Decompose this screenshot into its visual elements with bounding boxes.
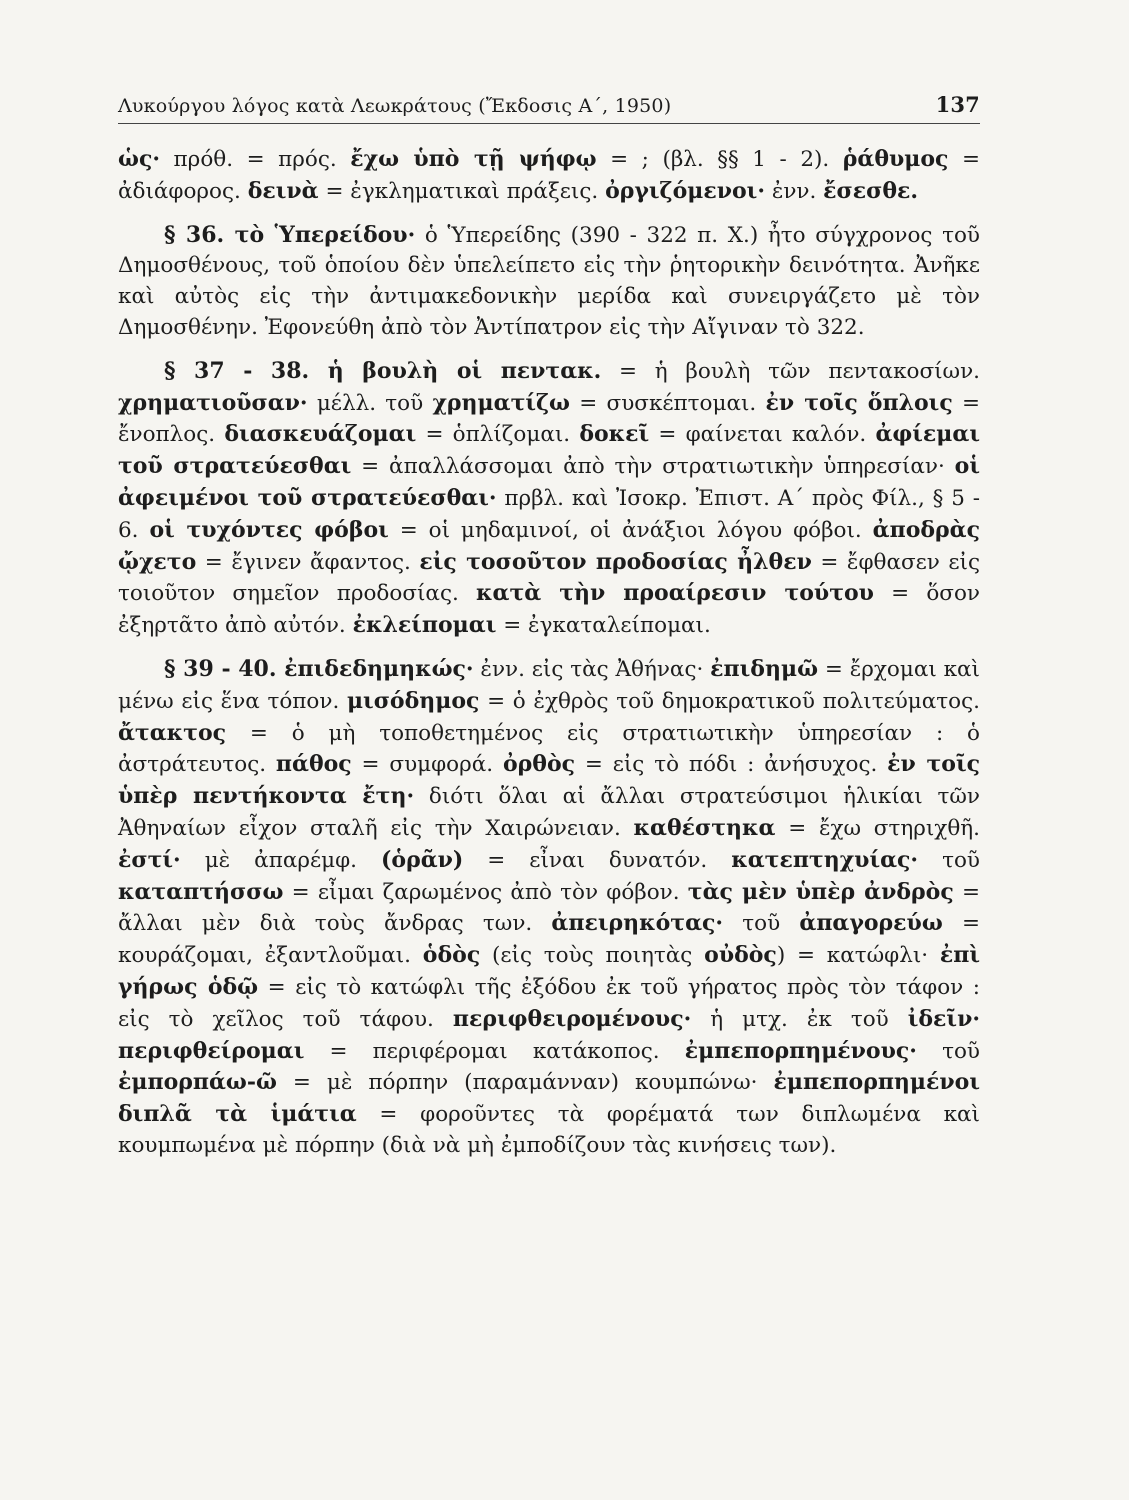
lemma: ἔχω ὑπὸ τῇ ψήφῳ: [350, 146, 597, 172]
lemma: διασκευάζομαι: [224, 421, 417, 448]
running-title: Λυκούργου λόγος κατὰ Λεωκράτους (Ἔκδοσις Α΄, 1950): [118, 95, 672, 117]
lemma: ἰδεῖν·: [907, 1005, 980, 1032]
gloss: = κουράζομαι, ἐξαντλοῦμαι.: [118, 911, 980, 969]
lemma: οἱ ἀφειμένοι τοῦ στρατεύεσθαι·: [118, 453, 980, 511]
lemma: ὁδὸς: [422, 942, 481, 969]
lemma: ὀργιζόμενοι·: [605, 177, 765, 204]
lemma: ἐστί·: [118, 846, 181, 873]
lemma: καταπτήσσω: [118, 878, 284, 905]
lemma: καθέστηκα: [633, 814, 776, 841]
lemma: δοκεῖ: [579, 421, 650, 448]
lemma: (ὁρᾶν): [380, 846, 464, 873]
gloss: = ἔγινεν ἄφαντος.: [196, 549, 420, 575]
gloss: = ὁ μὴ τοποθετημένος εἰς στρατιωτικὴν ὑπηρεσίαν : ὁ ἀστράτευτος.: [118, 720, 980, 778]
lemma: § 36. τὸ Ὑπερείδου·: [164, 221, 416, 248]
lemma: δεινὰ: [247, 177, 319, 204]
lemma: ἀφίεμαι τοῦ στρατεύεσθαι: [118, 421, 980, 480]
lemma: χρηματίζω: [432, 389, 571, 416]
paragraph: [118, 144, 980, 208]
lemma: ὀρθὸς: [502, 751, 576, 778]
gloss: = ὁ ἐχθρὸς τοῦ δημοκρατικοῦ πολιτεύματος.: [479, 688, 981, 714]
lemma: ἐν τοῖς ὅπλοις: [765, 389, 953, 416]
lemma: οἱ τυχόντες φόβοι: [149, 516, 389, 543]
lemma: ἐμπεπορπημένους·: [684, 1037, 917, 1064]
gloss: ἐνν. εἰς τὰς Ἀθήνας·: [473, 656, 711, 682]
lemma: εἰς τοσοῦτον προδοσίας ἦλθεν: [419, 548, 812, 575]
gloss: ὁ Ὑπερείδης (390 - 322 π. Χ.) ἦτο σύγχρονος τοῦ Δημοσθένους, τοῦ ὁποίου δὲν ὑπελείπετο εἰς τὴν ῥητορικὴν δεινότητα. Ἀνῆκε καὶ αὐτὸς εἰς τὴν ἀντιμακεδονικὴν μερίδα καὶ συνειργάζετο μὲ τὸν Δημοσθένην. Ἐφονεύθη ἀπὸ τὸν Ἀντίπατρον εἰς τὴν Αἴγιναν τὸ 322.: [118, 222, 980, 340]
commentary-text: [118, 144, 980, 1162]
gloss: = ὁπλίζομαι.: [416, 422, 580, 448]
gloss: τοῦ: [918, 847, 980, 873]
lemma: ὡς·: [118, 146, 161, 172]
lemma: τὰς μὲν ὑπὲρ ἀνδρὸς: [687, 878, 954, 905]
gloss: = ἔφθασεν εἰς τοιοῦτον σημεῖον προδοσίας.: [118, 549, 980, 607]
gloss: ἡ μτχ. ἐκ τοῦ: [691, 1006, 908, 1032]
gloss: = συσκέπτομαι.: [570, 390, 766, 416]
lemma: μισόδημος: [346, 687, 480, 714]
gloss: πρβλ. καὶ Ἰσοκρ. Ἐπιστ. Α΄ πρὸς Φίλ., § 5 - 6.: [118, 485, 980, 543]
gloss: = ὅσον ἐξηρτᾶτο ἀπὸ αὐτόν.: [118, 581, 980, 639]
gloss: = ἐγκληματικαὶ πράξεις.: [318, 178, 606, 204]
gloss: = ἀδιάφορος.: [118, 147, 980, 204]
lemma: ἐπιδημῶ: [710, 655, 819, 682]
gloss: ἐνν.: [764, 178, 824, 204]
lemma: περιφθειρομένους·: [452, 1005, 692, 1032]
gloss: = ἔχω στηριχθῆ.: [775, 815, 980, 841]
gloss: = ἔνοπλος.: [118, 390, 980, 448]
lemma: κατὰ τὴν προαίρεσιν τούτου: [476, 580, 874, 607]
gloss: = ἀπαλλάσσομαι ἀπὸ τὴν στρατιωτικὴν ὑπηρεσίαν·: [351, 454, 955, 480]
gloss: = περιφέρομαι κατάκοπος.: [304, 1038, 685, 1064]
lemma: ἀποδρὰς ᾤχετο: [118, 516, 981, 575]
gloss: = φοροῦντες τὰ φορέματά των διπλωμένα καὶ κουμπωμένα μὲ πόρπην (διὰ νὰ μὴ ἐμποδίζουν τὰς κινήσεις των).: [118, 1102, 980, 1158]
page-number: 137: [935, 92, 980, 117]
lemma: ἐμπορπάω-ῶ: [118, 1069, 277, 1096]
gloss: τοῦ: [723, 911, 800, 937]
lemma: ἐκλείπομαι: [352, 612, 497, 639]
lemma: ἐπὶ γήρως ὁδῷ: [118, 942, 981, 1000]
gloss: = ἐγκαταλείπομαι.: [496, 613, 711, 639]
lemma: ἀπειρηκότας·: [551, 910, 724, 937]
gloss: = εἰς τὸ κατώφλι τῆς ἐξόδου ἐκ τοῦ γήρατος πρὸς τὸν τάφον : εἰς τὸ χεῖλος τοῦ τάφου.: [118, 974, 980, 1032]
book-page: [118, 92, 980, 1162]
gloss: διότι ὅλαι αἱ ἄλλαι στρατεύσιμοι ἡλικίαι τῶν Ἀθηναίων εἶχον σταλῆ εἰς τὴν Χαιρώνειαν.: [118, 784, 980, 841]
lemma: κατεπτηχυίας·: [731, 846, 919, 873]
gloss: μὲ ἀπαρέμφ.: [180, 847, 381, 873]
gloss: ) = κατώφλι·: [776, 943, 940, 969]
gloss: = φαίνεται καλόν.: [649, 422, 876, 448]
gloss: τοῦ: [916, 1038, 981, 1064]
lemma: ἄτακτος: [118, 719, 227, 746]
lemma: ἐμπεπορπημένοι διπλᾶ τὰ ἱμάτια: [118, 1069, 980, 1128]
running-head: [118, 92, 980, 124]
gloss: = ἡ βουλὴ τῶν πεντακοσίων.: [601, 358, 980, 384]
gloss: = οἱ μηδαμινοί, οἱ ἀνάξιοι λόγου φόβοι.: [388, 517, 873, 543]
gloss: = εἶμαι ζαρωμένος ἀπὸ τὸν φόβον.: [283, 879, 688, 905]
gloss: = εἶναι δυνατόν.: [463, 847, 732, 873]
lemma: περιφθείρομαι: [118, 1037, 305, 1064]
gloss: = ἔρχομαι καὶ μένω εἰς ἕνα τόπον.: [118, 656, 980, 714]
gloss: (εἰς τοὺς ποιητὰς: [480, 943, 705, 969]
gloss: μέλλ. τοῦ: [307, 390, 433, 416]
lemma: οὐδὸς: [704, 942, 777, 969]
gloss: = ἄλλαι μὲν διὰ τοὺς ἄνδρας των.: [118, 879, 980, 937]
gloss: = μὲ πόρπην (παραμάνναν) κουμπώνω·: [276, 1070, 774, 1096]
lemma: χρηματιοῦσαν·: [118, 389, 308, 416]
paragraph: [118, 356, 980, 642]
paragraph: [118, 654, 980, 1162]
lemma: ῥάθυμος: [842, 146, 949, 172]
gloss: = εἰς τὸ πόδι : ἀνήσυχος.: [575, 752, 888, 778]
lemma: ἐν τοῖς ὑπὲρ πεντήκοντα ἔτη·: [118, 751, 980, 810]
lemma: § 37 - 38. ἡ βουλὴ οἱ πεντακ.: [164, 357, 602, 384]
gloss: = ; (βλ. §§ 1 - 2).: [596, 147, 843, 172]
lemma: πάθος: [275, 751, 352, 778]
gloss: = συμφορά.: [351, 752, 503, 778]
gloss: πρόθ. = πρός.: [160, 147, 351, 172]
lemma: § 39 - 40. ἐπιδεδημηκώς·: [164, 655, 474, 682]
lemma: ἔσεσθε.: [823, 177, 919, 204]
paragraph: [118, 220, 980, 344]
lemma: ἀπαγορεύω: [799, 910, 943, 937]
